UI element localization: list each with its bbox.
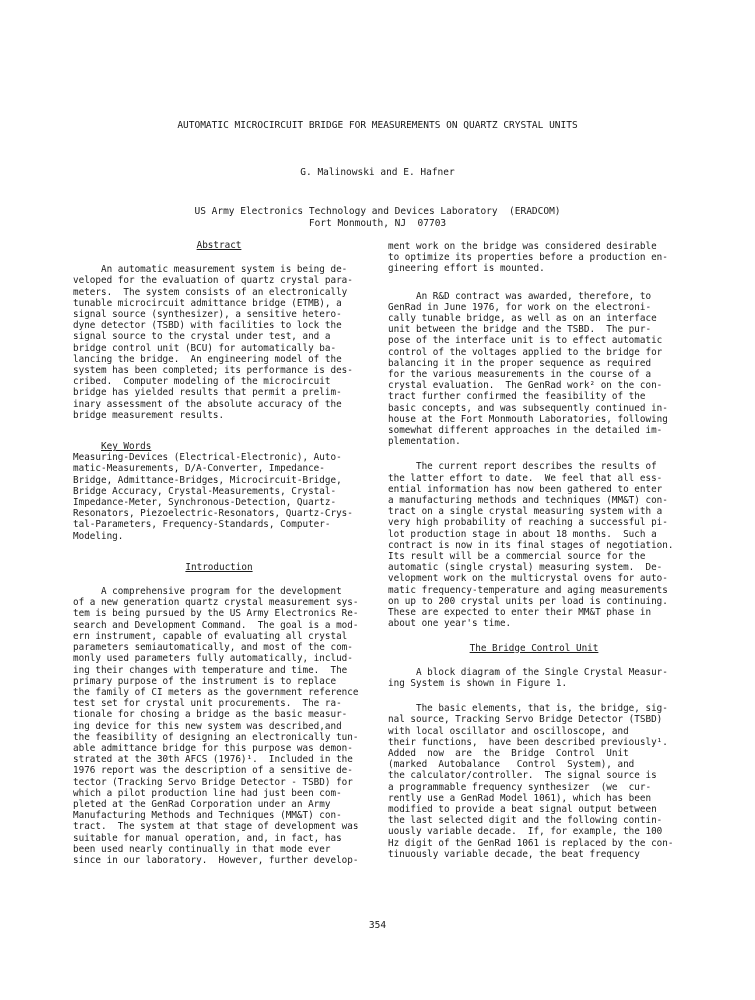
text-line: able admittance bridge for this purpose was demon- [73, 742, 353, 754]
text-line: matic-Measurements, D/A-Converter, Impedance- [73, 463, 325, 475]
text-line: ing System is shown in Figure 1. [388, 677, 568, 689]
text-line: control of the voltages applied to the bridge for [388, 346, 663, 358]
text-line: signal source (synthesizer), a sensitive hetero- [73, 309, 342, 321]
keywords-text [73, 452, 365, 542]
introduction-text [73, 586, 365, 866]
text-line: balancing it in the proper sequence as required [388, 357, 652, 369]
bridge-control-unit-heading: The Bridge Control Unit [469, 642, 599, 654]
text-line: Added now are the Bridge Control Unit [388, 747, 629, 759]
text-line: veloped for the evaluation of quartz crystal para- [73, 275, 353, 287]
text-line: the last selected digit and the following contin- [388, 815, 663, 827]
text-line: ing device for this new system was described,and [73, 720, 342, 732]
text-line: to optimize its properties before a production en- [388, 252, 668, 264]
text-line: a manufacturing methods and techniques (MM&T) con- [388, 495, 668, 507]
text-line: inary assessment of the absolute accuracy of the [73, 398, 342, 410]
text-line: The current report describes the results of [388, 461, 657, 473]
text-line: contract is now in its final stages of negotiation. [388, 539, 674, 551]
text-line: system has been completed; its performance is des- [73, 365, 353, 377]
text-line: 1976 report was the description of a sensitive de- [73, 765, 353, 777]
text-line: Manufacturing Methods and Techniques (MM&T) con- [73, 810, 342, 822]
text-line: GenRad in June 1976, for work on the electroni- [388, 301, 652, 313]
text-line: meters. The system consists of an electronically [73, 286, 348, 298]
text-line: parameters semiautomatically, and most of the com- [73, 642, 353, 654]
text-line: pleted at the GenRad Corporation under an Army [73, 798, 331, 810]
text-line: ment work on the bridge was considered desirable [388, 241, 657, 252]
text-line: ential information has now been gathered to enter [388, 483, 663, 495]
text-line: Modeling. [73, 530, 124, 542]
text-line: the latter effort to date. We feel that all ess- [388, 472, 663, 484]
text-line: very high probability of reaching a successful pi- [388, 517, 668, 529]
text-line: velopment work on the multicrystal ovens for auto- [388, 573, 668, 585]
right-column [388, 241, 680, 870]
text-line: cribed. Computer modeling of the microcircuit [73, 376, 331, 388]
text-line: signal source to the crystal under test, and a [73, 331, 331, 343]
text-line: The basic elements, that is, the bridge, sig- [388, 703, 668, 715]
abstract-heading: Abstract [196, 240, 242, 251]
affiliation [0, 206, 755, 229]
paragraph [388, 461, 680, 629]
text-line: tem is being pursued by the US Army Electronics Re- [73, 608, 359, 620]
text-line: Hz digit of the GenRad 1061 is replaced by the con- [388, 837, 674, 849]
text-line: ing their changes with temperature and time. The [73, 664, 348, 676]
text-line: gineering effort is mounted. [388, 263, 545, 275]
text-line: monly used parameters fully automatically, includ- [73, 653, 353, 665]
page-number: 354 [368, 920, 387, 931]
text-line: the calculator/controller. The signal source is [388, 770, 657, 782]
text-line: (marked Autobalance Control System), and [388, 759, 635, 771]
text-line: An R&D contract was awarded, therefore, to [388, 290, 652, 302]
text-line: on up to 200 crystal units per load is continuing. [388, 595, 668, 607]
text-line: a programmable frequency synthesizer (we cur- [388, 781, 652, 793]
text-line: A comprehensive program for the development [73, 586, 342, 598]
text-line: Measuring-Devices (Electrical-Electronic), Auto- [73, 452, 342, 464]
text-line: primary purpose of the instrument is to replace [73, 675, 337, 687]
text-line: strated at the 30th AFCS (1976)¹. Included in the [73, 754, 353, 766]
text-line: which a pilot production line had just been com- [73, 787, 342, 799]
text-line: lot production stage in about 18 months. Such a [388, 528, 657, 540]
left-column [73, 240, 365, 876]
text-line: suitable for manual operation, and, in fact, has [73, 832, 342, 844]
text-line: tinuously variable decade, the beat frequency [388, 848, 640, 860]
text-line: lancing the bridge. An engineering model of the [73, 353, 342, 365]
text-line: tract further confirmed the feasibility of the [388, 391, 646, 403]
text-line: uously variable decade. If, for example, the 100 [388, 826, 663, 838]
text-line: about one year's time. [388, 618, 512, 630]
paragraph [388, 241, 680, 275]
text-line: modified to provide a beat signal output between [388, 803, 657, 815]
text-line: crystal evaluation. The GenRad work² on the con- [388, 380, 663, 392]
text-line: Bridge, Admittance-Bridges, Microcircuit-Bridge, [73, 474, 342, 486]
text-line: automatic (single crystal) measuring system. De- [388, 562, 663, 574]
text-line: somewhat different approaches in the detailed im- [388, 425, 663, 437]
introduction-heading: Introduction [185, 561, 253, 573]
text-line: nal source, Tracking Servo Bridge Detector (TSBD) [388, 714, 663, 726]
text-line: Bridge Accuracy, Crystal-Measurements, Crystal- [73, 485, 337, 497]
text-line: unit between the bridge and the TSBD. The pur- [388, 324, 652, 336]
affiliation-line: Fort Monmouth, NJ 07703 [308, 217, 447, 229]
text-line: bridge has yielded results that permit a prelim- [73, 387, 342, 399]
text-line: tector (Tracking Servo Bridge Detector - TSBD) for [73, 776, 353, 788]
authors: G. Malinowski and E. Hafner [300, 167, 455, 178]
text-line: plementation. [388, 436, 461, 448]
paper-title: AUTOMATIC MICROCIRCUIT BRIDGE FOR MEASUREMENTS ON QUARTZ CRYSTAL UNITS [177, 120, 578, 131]
keywords-heading: Key Words [101, 441, 152, 453]
paragraph [388, 667, 680, 689]
paragraph [388, 291, 680, 448]
text-line: An automatic measurement system is being de- [73, 264, 348, 276]
text-line: Resonators, Piezoelectric-Resonators, Quartz-Crys- [73, 508, 353, 520]
text-line: tal-Parameters, Frequency-Standards, Computer- [73, 519, 331, 531]
text-line: the family of CI meters as the government reference [73, 686, 359, 698]
text-line: A block diagram of the Single Crystal Measur- [388, 666, 668, 678]
text-line: since in our laboratory. However, further develop- [73, 854, 359, 866]
text-line: rently use a GenRad Model 1061), which has been [388, 792, 652, 804]
text-line: basic concepts, and was subsequently continued in- [388, 402, 668, 414]
text-line: tunable microcircuit admittance bridge (ETMB), a [73, 297, 342, 309]
text-line: for the various measurements in the course of a [388, 369, 652, 381]
text-line: matic frequency-temperature and aging measurements [388, 584, 668, 596]
text-line: pose of the interface unit is to effect automatic [388, 335, 663, 347]
text-line: tionale for chosing a bridge as the basic measur- [73, 709, 348, 721]
text-line: bridge measurement results. [73, 409, 225, 421]
text-line: bridge control unit (BCU) for automatically ba- [73, 342, 337, 354]
text-line: These are expected to enter their MM&T phase in [388, 607, 652, 619]
text-line: with local oscillator and oscilloscope, and [388, 725, 629, 737]
affiliation-line: US Army Electronics Technology and Devices Laboratory (ERADCOM) [194, 206, 561, 217]
text-line: their functions, have been described previously¹. [388, 736, 668, 748]
text-line: been used nearly continually in that mode ever [73, 843, 331, 855]
text-line: cally tunable bridge, as well as on an interface [388, 313, 657, 325]
text-line: of a new generation quartz crystal measurement sys- [73, 597, 359, 609]
abstract-text [73, 264, 365, 421]
text-line: search and Development Command. The goal is a mod- [73, 619, 359, 631]
text-line: Impedance-Meter, Synchronous-Detection, Quartz- [73, 497, 337, 509]
paragraph [388, 703, 680, 860]
text-line: dyne detector (TSBD) with facilities to lock the [73, 320, 342, 332]
text-line: Its result will be a commercial source for the [388, 551, 646, 563]
text-line: test set for crystal unit procurements. The ra- [73, 698, 342, 710]
text-line: tract. The system at that stage of development was [73, 821, 359, 833]
text-line: the feasibility of designing an electronically tun- [73, 731, 359, 743]
text-line: house at the Fort Monmouth Laboratories, following [388, 413, 668, 425]
text-line: tract on a single crystal measuring system with a [388, 506, 663, 518]
text-line: ern instrument, capable of evaluating all crystal [73, 630, 348, 642]
